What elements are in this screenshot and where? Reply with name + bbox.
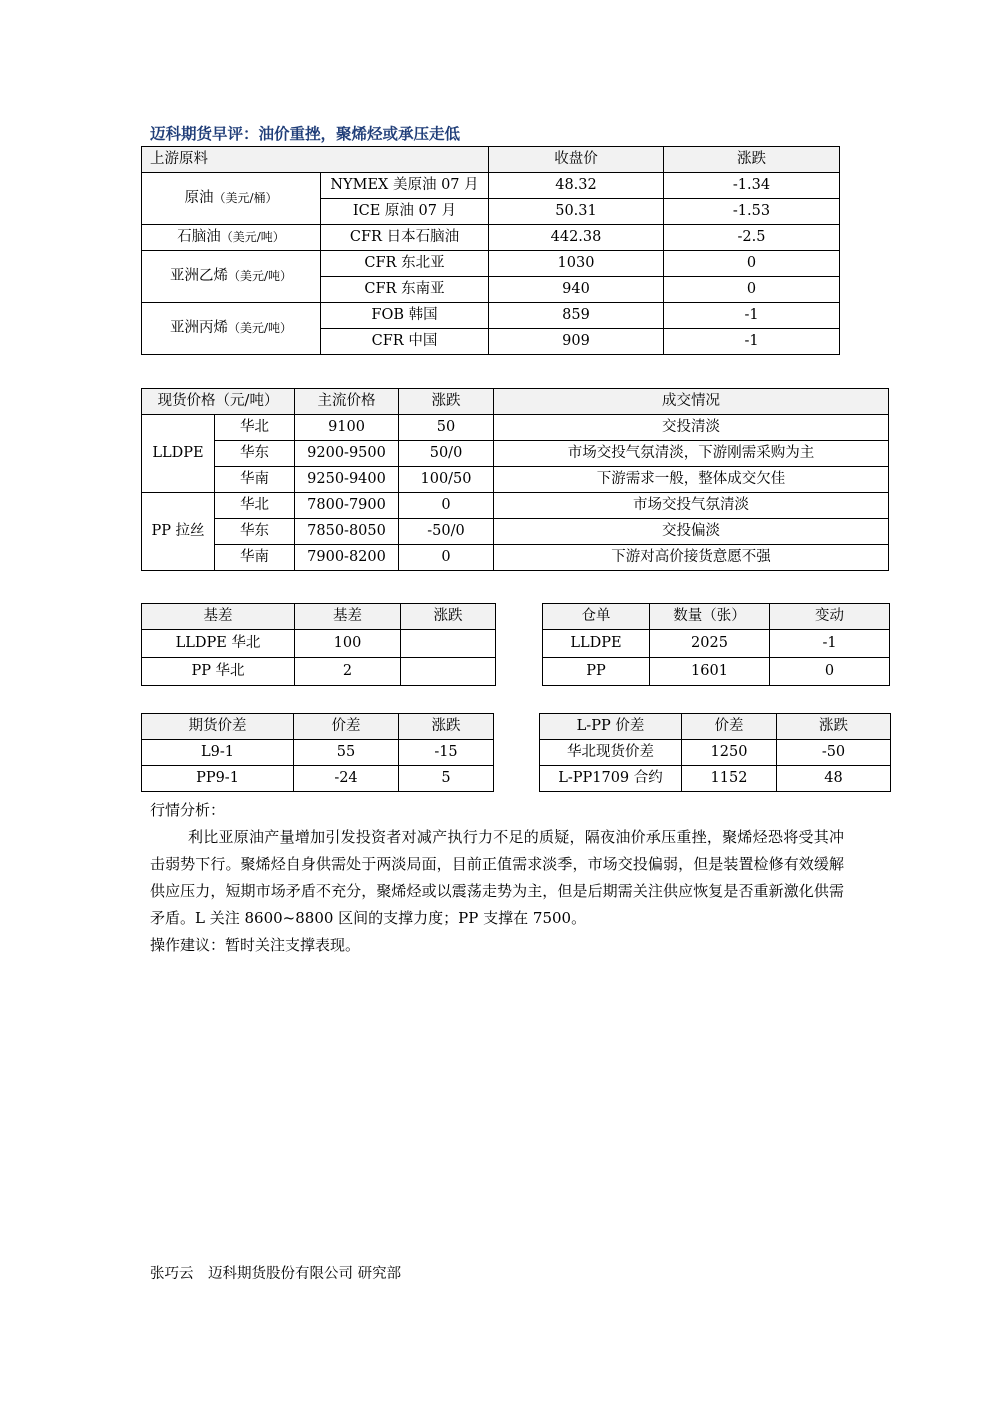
upstream-price: 909 (489, 329, 664, 355)
basis-header-value: 基差 (295, 604, 401, 630)
spot-deal: 市场交投气氛清淡，下游刚需采购为主 (494, 441, 889, 467)
upstream-group-cell: 亚洲丙烯（美元/吨） (142, 303, 321, 355)
spot-deal: 交投清淡 (494, 415, 889, 441)
market-analysis (150, 797, 844, 959)
spot-product: PP 拉丝 (142, 493, 215, 571)
warehouse-change: -1 (770, 630, 890, 658)
lpp-spread-change: 48 (777, 766, 891, 792)
basis-value: 2 (295, 658, 401, 686)
upstream-price: 50.31 (489, 199, 664, 225)
warehouse-name: LLDPE (543, 630, 650, 658)
spot-change: 100/50 (399, 467, 494, 493)
spot-price-table (141, 388, 889, 571)
spot-deal: 交投偏淡 (494, 519, 889, 545)
spot-region: 华东 (215, 441, 295, 467)
spot-region: 华南 (215, 545, 295, 571)
spot-price: 7900-8200 (295, 545, 399, 571)
upstream-table (141, 146, 840, 355)
lpp-spread-header-spread: 价差 (682, 714, 777, 740)
warehouse-name: PP (543, 658, 650, 686)
upstream-item: NYMEX 美原油 07 月 (321, 173, 489, 199)
lpp-spread-value: 1250 (682, 740, 777, 766)
spot-product: LLDPE (142, 415, 215, 493)
basis-change (401, 630, 496, 658)
futures-spread-value: -24 (294, 766, 399, 792)
spot-header-price: 主流价格 (295, 389, 399, 415)
upstream-change: 0 (664, 277, 840, 303)
upstream-header-change: 涨跌 (664, 147, 840, 173)
futures-spread-header-change: 涨跌 (399, 714, 494, 740)
futures-spread-header-spread: 价差 (294, 714, 399, 740)
warehouse-header-qty: 数量（张） (650, 604, 770, 630)
footer-author: 张巧云 迈科期货股份有限公司 研究部 (150, 1266, 402, 1282)
upstream-item: FOB 韩国 (321, 303, 489, 329)
spot-region: 华东 (215, 519, 295, 545)
spot-header-deal: 成交情况 (494, 389, 889, 415)
upstream-change: -1.53 (664, 199, 840, 225)
spot-change: 0 (399, 545, 494, 571)
lpp-spread-name: L-PP1709 合约 (540, 766, 682, 792)
warehouse-qty: 2025 (650, 630, 770, 658)
upstream-header-price: 收盘价 (489, 147, 664, 173)
spot-header-product: 现货价格（元/吨） (142, 389, 295, 415)
upstream-group-cell: 亚洲乙烯（美元/吨） (142, 251, 321, 303)
spot-change: -50/0 (399, 519, 494, 545)
basis-header-name: 基差 (142, 604, 295, 630)
upstream-change: -1.34 (664, 173, 840, 199)
spot-change: 50/0 (399, 441, 494, 467)
basis-change (401, 658, 496, 686)
futures-spread-table (141, 713, 494, 792)
upstream-price: 859 (489, 303, 664, 329)
basis-table (141, 603, 496, 686)
spot-change: 50 (399, 415, 494, 441)
futures-spread-header-name: 期货价差 (142, 714, 294, 740)
spot-deal: 市场交投气氛清淡 (494, 493, 889, 519)
upstream-item: CFR 东南亚 (321, 277, 489, 303)
futures-spread-name: PP9-1 (142, 766, 294, 792)
basis-name: LLDPE 华北 (142, 630, 295, 658)
lpp-spread-header-change: 涨跌 (777, 714, 891, 740)
upstream-price: 1030 (489, 251, 664, 277)
upstream-header-material: 上游原料 (142, 147, 489, 173)
upstream-group-cell: 石脑油（美元/吨） (142, 225, 321, 251)
basis-header-change: 涨跌 (401, 604, 496, 630)
futures-spread-change: 5 (399, 766, 494, 792)
spot-price: 9100 (295, 415, 399, 441)
futures-spread-change: -15 (399, 740, 494, 766)
basis-value: 100 (295, 630, 401, 658)
lpp-spread-name: 华北现货价差 (540, 740, 682, 766)
upstream-item: CFR 中国 (321, 329, 489, 355)
warehouse-table (542, 603, 890, 686)
futures-spread-value: 55 (294, 740, 399, 766)
upstream-group-cell: 原油（美元/桶） (142, 173, 321, 225)
spot-region: 华北 (215, 493, 295, 519)
warehouse-header-name: 仓单 (543, 604, 650, 630)
upstream-item: CFR 日本石脑油 (321, 225, 489, 251)
spot-price: 9200-9500 (295, 441, 399, 467)
lpp-spread-change: -50 (777, 740, 891, 766)
warehouse-change: 0 (770, 658, 890, 686)
spot-price: 7800-7900 (295, 493, 399, 519)
operation-advice: 操作建议：暂时关注支撑表现。 (150, 936, 361, 954)
spot-change: 0 (399, 493, 494, 519)
basis-name: PP 华北 (142, 658, 295, 686)
upstream-price: 940 (489, 277, 664, 303)
upstream-price: 48.32 (489, 173, 664, 199)
futures-spread-name: L9-1 (142, 740, 294, 766)
warehouse-header-change: 变动 (770, 604, 890, 630)
upstream-item: CFR 东北亚 (321, 251, 489, 277)
spot-price: 7850-8050 (295, 519, 399, 545)
warehouse-qty: 1601 (650, 658, 770, 686)
upstream-price: 442.38 (489, 225, 664, 251)
spot-header-change: 涨跌 (399, 389, 494, 415)
lpp-spread-value: 1152 (682, 766, 777, 792)
spot-deal: 下游对高价接货意愿不强 (494, 545, 889, 571)
report-title: 迈科期货早评：油价重挫，聚烯烃或承压走低 (150, 125, 461, 143)
analysis-body: 利比亚原油产量增加引发投资者对减产执行力不足的质疑，隔夜油价承压重挫，聚烯烃恐将受其冲击弱势下行。聚烯烃自身供需处于两淡局面，目前正值需求淡季，市场交投偏弱，但是装置检修有效缓解供应压力，短期市场矛盾不充分，聚烯烃或以震荡走势为主，但是后期需关注供应恢复是否重新激化供需矛盾。L 关注 8600~8800 区间的支撑力度；PP 支撑在 7500。 (150, 828, 844, 927)
spot-region: 华南 (215, 467, 295, 493)
lpp-spread-table (539, 713, 891, 792)
lpp-spread-header-name: L-PP 价差 (540, 714, 682, 740)
spot-deal: 下游需求一般，整体成交欠佳 (494, 467, 889, 493)
upstream-change: -1 (664, 329, 840, 355)
spot-price: 9250-9400 (295, 467, 399, 493)
upstream-item: ICE 原油 07 月 (321, 199, 489, 225)
upstream-change: -1 (664, 303, 840, 329)
upstream-change: 0 (664, 251, 840, 277)
upstream-change: -2.5 (664, 225, 840, 251)
analysis-heading: 行情分析： (150, 801, 226, 819)
spot-region: 华北 (215, 415, 295, 441)
